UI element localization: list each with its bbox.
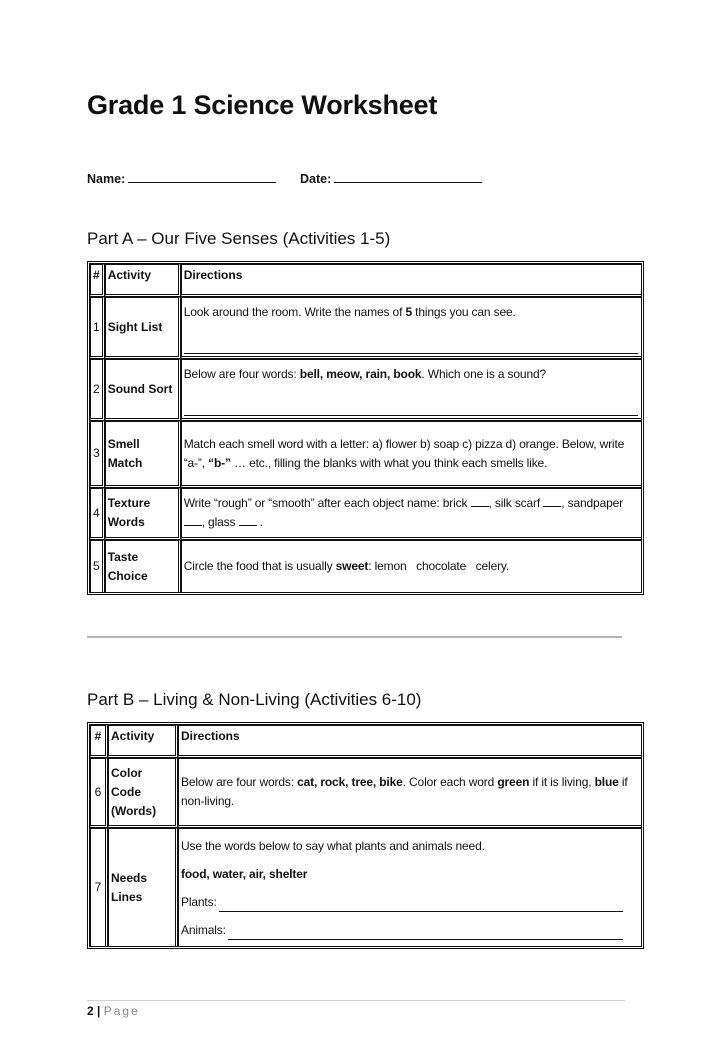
col-header-directions: Directions [178,725,641,758]
table-row [90,359,641,421]
row-num: 2 [90,359,105,421]
row-num: 6 [90,758,108,828]
activity-name: Needs Lines [108,828,178,946]
directions-cell: Look around the room. Write the names of 5 things you can see. [181,297,641,359]
table-header-row [90,725,641,758]
col-header-num: # [90,725,108,758]
activity-name: Sound Sort [105,359,181,421]
name-blank[interactable] [128,170,276,183]
table-row [90,828,641,946]
name-field[interactable] [87,170,276,186]
table-header-row [90,264,641,297]
directions-cell: Use the words below to say what plants and animals need. food, water, air, shelter Plants: Animals: [178,828,641,946]
directions-cell: Circle the food that is usually sweet: lemon chocolate celery. [181,540,641,592]
plants-label: Plants: [181,894,217,909]
name-label: Name: [87,172,126,186]
row-num: 5 [90,540,105,592]
footer-separator: | [97,1004,101,1018]
animals-answer-line[interactable] [228,925,623,940]
activity-name: Sight List [105,297,181,359]
table-row [90,297,641,359]
answer-blank[interactable] [184,515,202,526]
plants-answer-line[interactable] [219,897,623,912]
col-header-activity: Activity [108,725,178,758]
needs-word-bank: food, water, air, shelter [181,866,308,881]
activity-name: Taste Choice [105,540,181,592]
directions-cell: Write “rough” or “smooth” after each object name: brick , silk scarf , sandpaper , glass . [181,488,641,540]
answer-blank[interactable] [543,496,561,507]
footer-divider [87,1000,625,1001]
row-num: 1 [90,297,105,359]
activity-name: Texture Words [105,488,181,540]
part-a-table [87,261,644,595]
part-b-table [87,722,644,949]
animals-label: Animals: [181,922,226,937]
page-number: 2 [87,1004,94,1018]
row-num: 4 [90,488,105,540]
directions-cell: Match each smell word with a letter: a) flower b) soap c) pizza d) orange. Below, write “a-”, “b-” … etc., filling the blanks with what you think each smells like. [181,421,641,488]
row-num: 3 [90,421,105,488]
col-header-directions: Directions [181,264,641,297]
activity-name: Smell Match [105,421,181,488]
row-num: 7 [90,828,108,946]
page-word: Page [103,1004,140,1018]
date-blank[interactable] [334,170,482,183]
answer-line[interactable] [184,337,638,354]
worksheet-title: Grade 1 Science Worksheet [87,90,438,120]
col-header-num: # [90,264,105,297]
col-header-activity: Activity [105,264,181,297]
directions-cell: Below are four words: bell, meow, rain, book. Which one is a sound? [181,359,641,421]
table-row [90,421,641,488]
answer-blank[interactable] [471,496,489,507]
date-field[interactable] [300,170,482,186]
table-row [90,488,641,540]
part-b-heading: Part B – Living & Non-Living (Activities 6-10) [87,690,422,709]
answer-line[interactable] [184,399,638,416]
directions-cell: Below are four words: cat, rock, tree, bike. Color each word green if it is living, blue if non-living. [178,758,641,828]
date-label: Date: [300,172,332,186]
answer-blank[interactable] [239,515,257,526]
page-footer [87,1004,140,1018]
table-row [90,758,641,828]
activity-name: Color Code (Words) [108,758,178,828]
table-row [90,540,641,592]
part-a-heading: Part A – Our Five Senses (Activities 1-5) [87,229,391,248]
section-divider [87,636,622,638]
